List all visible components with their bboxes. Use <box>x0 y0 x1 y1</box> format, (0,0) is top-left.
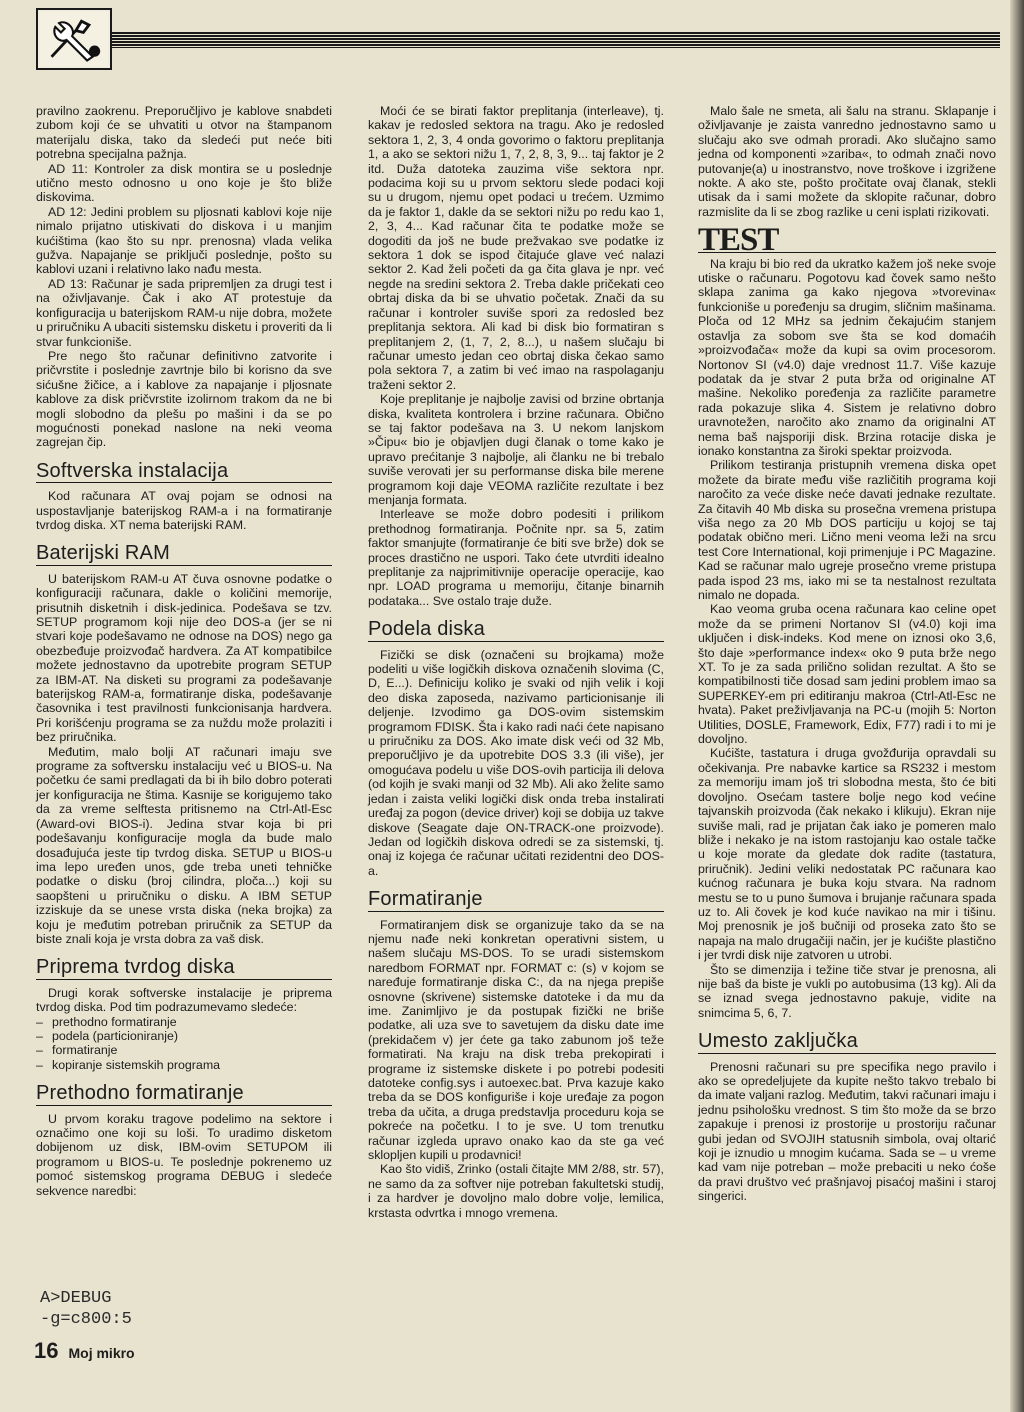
body-paragraph: AD 11: Kontroler za disk montira se u poslednje utično mesto odnosno u ono koje je što bliže diskovima. <box>36 161 332 205</box>
section-heading-podela: Podela diska <box>368 622 664 641</box>
body-paragraph: Interleave se može dobro podesiti i prilikom prethodnog formatiranja. Počnite npr. sa 5, zatim faktor smanjujte (formatiranje će biti sve brže) dok se proces drastično ne uspori. Tako ćete utvrditi idealno preplitanje za najprimitivnije operacije operacije, kao npr. LOAD programa u memoriju, čitanje binarnih podataka... Sve ostalo traje duže. <box>368 507 664 608</box>
column-middle <box>368 104 664 1220</box>
section-title-test: TEST <box>698 233 996 252</box>
body-paragraph: Kućište, tastatura i druga gvožđurija opravdali su očekivanja. Pre nabavke kartice sa RS232 i mestom za memoriju imam još tri slobodna mesta, što će biti dovoljno. Osećam tastere bolje nego kod većine tajvanskih proizvoda (čak nekako i klikuju). Ekran nije suviše mali, rad je prijatan čak iako je pomeren malo bliže i nekako je na istom rastojanju kao ostale tačke u koje morate da gledate dok radite (tastatura, priručnik). Jedini veliki nedostatak PC računara kao kućnog računara je buka koju stvara. Na radnom mestu se to u puno šumova i brujanje računara spada uz to. Ali čovek je kod kuće navikao na mir i tišinu. Moj prenosnik je još bučniji od proseka zato što se napaja na malo drugačiji način, jer je kućište plastično i jer tvrdi disk nije zatvoren u utrobi. <box>698 746 996 963</box>
section-heading-prethodno: Prethodno formatiranje <box>36 1086 332 1105</box>
body-paragraph: Kod računara AT ovaj pojam se odnosi na uspostavljanje baterijskog RAM-a i na formatiranje tvrdog diska. XT nema baterijski RAM. <box>36 489 332 532</box>
body-paragraph: Na kraju bi bio red da ukratko kažem još neke svoje utiske o računaru. Pogotovu kad čovek samo nešto sklapa zanima ga kako njegova »tvorevina« funkcioniše u poređenju sa drugim, sličnim mašinama. Ploča od 12 MHz sa jednim čekajućim stanjem ostavlja za sobom sve šta se kod domaćih »proizvođača« može da kupi sa ovim procesorom. Nortonov SI (v4.0) daje vrednost 11.7. Više kazuje podatak da je stvar 2 puta brža od originalne AT mašine. Nekoliko poređenja za različite parametre rada pokazuje slika 4. Sistem je relativno dobro uravnotežen, naročito ako znamo da originalni AT nema baš najsporiji disk. Brzina rotacije diska je ionako konstantna za široki spektar proizvoda. <box>698 256 996 458</box>
tools-logo-icon <box>36 8 112 70</box>
header-rule-bar <box>36 32 1000 48</box>
section-heading-softverska: Softverska instalacija <box>36 464 332 483</box>
body-paragraph: U prvom koraku tragove podelimo na sektore i označimo one koji su loši. To uradimo disketom dobijenom uz disk, IBM-ovim SETUPOM ili programom u BIOS-u. Te poslednje pokrenemo uz pomoć sistemskog programa DEBUG i sledeće sekvence naredbi: <box>36 1111 332 1198</box>
list-item: – podela (particioniranje) <box>36 1029 332 1043</box>
body-paragraph: Malo šale ne smeta, ali šalu na stranu. Sklapanje i oživljavanje je zaista vanredno jednostavno samo u slučaju ako sve odmah proradi. Ako slučajno samo jedna od komponenti »zariba«, to odmah znači novo putovanje(a) u inostranstvo, nove troškove i izgrižene nokte. A ako ste, pošto pročitate ovaj članak, stekli utisak da i sami možete da sklopite računar, dobro razmislite da li se zbog razlike u ceni isplati rizikovati. <box>698 104 996 219</box>
body-paragraph: AD 13: Računar je sada pripremljen za drugi test i na oživljavanje. Čak i ako AT protestuje da konfiguracija u baterijskom RAM-u nije dobra, možete u priručniku A ubaciti sistemsku disketu i proveriti da li stvar funkcioniše. <box>36 276 332 349</box>
page-footer <box>34 1338 135 1364</box>
page-binding-shadow <box>1010 0 1024 1412</box>
column-left <box>36 104 332 1198</box>
body-paragraph: Prenosni računari su pre specifika nego pravilo i ako se opredeljujete da kupite nešto takvo trebalo bi da imate valjani razlog. Međutim, takvi računari imaju i jednu psihološku vrednost. S tim što može da se brzo zapakuje i prenosi iz prostorije u prostoriju računar gubi jedan od SVOJIH statusnih simbola, ovaj oltarić koji je iznudio u mnogim kućama. Sada se – u vreme kad vam nije potreban – može prebaciti u neko ćoše da pravi društvo već prašnjavoj pisaćoj mašini i staroj singerici. <box>698 1059 996 1204</box>
body-paragraph: Moći će se birati faktor preplitanja (interleave), tj. kakav je redosled sektora na tragu. Ako je redosled sektora 1, 2, 3, 4 onda govorimo o faktoru preplitanja 1, a ako se sektori nižu 1, 7, 2, 8, 3, 9... taj faktor je 2 itd. Duža datoteka zauzima više sektora npr. podacima koji su u prvom sektoru slede podaci koji su u drugom, njemu opet podaci u trećem. Uzmimo da je faktor 1, dakle da se sektori nižu po redu kao 1, 2, 3, 4... Kad računar čita te podatke može se dogoditi da još ne bude prežvakao sve podatke iz sektora 1 dok se ispod čitajuće glave već nalazi sektor 2. Kad želi početi da ga čita glava je npr. već negde na sredini sektora 2. Treba dakle pričekati ceo obrtaj diska da bi se uhvatio početak. Znači da su računar i kontroler suviše spori za redosled bez preplitanja sektora. Ali kad bi disk bio formatiran s preplitanjem 2, (1, 7, 2, 8...), u našem slučaju bi računar umesto jedan ceo obrtaj diska čekao samo pola sektora 7, a zatim bi već imao na raspolaganju traženi sektor 2. <box>368 104 664 392</box>
body-paragraph: pravilno zaokrenu. Preporučljivo je kablove snabdeti zubom koji će se uhvatiti u otvor na štampanom materijalu diska, tako da sledeći put neće biti potrebna specijalna pažnja. <box>36 104 332 162</box>
page-number: 16 <box>34 1338 59 1363</box>
body-paragraph: Što se dimenzija i težine tiče stvar je prenosna, ali nije baš da biste je vukli po autobusima (13 kg). Ali da se iznad svega jednostavno pakuje, vidite na snimcima 5, 6, 7. <box>698 962 996 1020</box>
body-paragraph: Koje preplitanje je najbolje zavisi od brzine obrtanja diska, kvaliteta kontrolera i brzine računara. Obično se taj faktor podešava na 3. U nekom lanjskom »Čipu« bio je objavljen dugi članak o tome kako je upravo prećitanje 3 najbolje, ali članku ne bi trebalo suviše verovati jer su performanse diska bile merene programom koji daje VEOMA različite rezultate i bez menjanja formata. <box>368 392 664 507</box>
list-item: – kopiranje sistemskih programa <box>36 1058 332 1072</box>
section-heading-baterijski: Baterijski RAM <box>36 546 332 565</box>
body-paragraph: Drugi korak softverske instalacije je priprema tvrdog diska. Pod tim podrazumevamo sledeće: <box>36 985 332 1015</box>
body-paragraph: U baterijskom RAM-u AT čuva osnovne podatke o konfiguraciji računara, dakle o količini memorije, prisutnih disketnih i disk-jedinica. Podešava se tzv. SETUP programom koji nije deo DOS-a (jer se ni stvari koje podešavamo ne odnose na DOS) nego ga obezbeđuje proizvođač hardvera. Za AT kompatibilce možete jednostavno da upotrebite program SETUP za IBM-AT. Na disketi su programi za podešavanje baterijskog RAM-a, formatiranje diska, podešavanje časovnika i test pravilnosti funkcionisanja hardvera. Pri korišćenju programa se za nuždu može prolaziti i bez priručnika. <box>36 571 332 745</box>
body-paragraph: AD 12: Jedini problem su pljosnati kablovi koje nije nimalo prijatno utiskivati do diskova i u manjim kućištima (kao što su npr. prenosna) vlada velika gužva. Napajanje se priključi poslednje, pošto su kablovi uzani i relativno lako nađu mesta. <box>36 204 332 277</box>
body-paragraph: Formatiranjem disk se organizuje tako da se na njemu nađe neki konkretan operativni sistem, u našem slučaju MS-DOS. To se uradi sistemskom naredbom FORMAT npr. FORMAT c: (s) v kojom se naređuje formatiranje diska C:, da na njega prepiše osnovne (skrivene) sistemske datoteke i da mu da ime. Zanimljivo je da postupak fizički ne briše podatke, ali uza sve to savetujem da disku date ime (prekidačem v) jer ćete ga tako zabunom još teže formatirati. Na kraju na disk treba prekopirati i programe iz sistemske diskete i po potrebi podesiti datoteke config.sys i autoexec.bat. Prva kazuje kako treba da se DOS konfiguriše i koje uređaje za pogon treba da učita, a druga predstavlja proceduru koja se pokreće na početku. I to je sve. U tom trenutku računar izgleda upravo onako kao da ste ga već sklopljen kupili u prodavnici! <box>368 917 664 1163</box>
body-paragraph: Fizički se disk (označeni su brojkama) može podeliti u više logičkih diskova označenih slovima (C, D, E...). Definiciju koliko je svaki od njih velik i koji deo diska zaposeda, nazivamo particionisanje ili deljenje. Izvodimo ga DOS-ovim sistemskim programom FDISK. Šta i kako radi naći ćete napisano u priručniku za DOS. Ako imate disk veći od 32 Mb, preporučljivo je da upotrebite DOS 3.3 (ili više), jer omogućava podelu u više DOS-ovih particija ili delova (od kojih je svaki manji od 32 Mb). Ali ako želite samo jedan i zaista veliki logički disk onda treba instalirati uređaj za pogon (device driver) koji se dobija uz takve diskove (Seagate daje ON-TRACK-one proizvode). Jedan od logičkih diskova odredi se za sistemski, tj. onaj iz kojega će računar učitati rezidentni deo DOS-a. <box>368 647 664 878</box>
body-paragraph: Međutim, malo bolji AT računari imaju sve programe za softversku instalaciju već u BIOS-u. Na početku će sami predlagati da bi ih bilo dobro poterati jer konfiguracija ne štima. Kasnije se korigujemo tako da za vreme selftesta pritisnemo na Ctrl-Atl-Esc (Award-ovi BIOS-i). Jedina stvar koja bi pri podešavanju konfiguracije mogla da bude malo dosađujuća jeste tip tvrdog diska. SETUP u BIOS-u ima lepo uređen unos, gde treba uneti tehničke podatke o disku (broj cilindra, ploča...) koji su saopšteni u priručniku o disku. A IBM SETUP izziskuje da se unese vrsta diska (neka brojka) za koju je međutim potreban priručnik za SETUP da biste znali koja je vrsta dobra za vaš disk. <box>36 744 332 946</box>
preparation-steps-list <box>36 1015 332 1073</box>
body-paragraph: Pre nego što računar definitivno zatvorite i pričvrstite i poslednje zavrtnje bilo bi korisno da sve sićušne žičice, a i kablove za napajanje i pljosnate kablove za disk pričvrstite izolirnom trakom da ne bi mogli slobodno da plešu po mašini i da se po mogućnosti ponekad naslone na neki veoma zagrejan čip. <box>36 348 332 450</box>
magazine-name: Moj mikro <box>68 1345 135 1361</box>
list-item: – formatiranje <box>36 1043 332 1057</box>
list-item: – prethodno formatiranje <box>36 1015 332 1029</box>
column-right <box>698 104 996 1204</box>
section-heading-formatiranje: Formatiranje <box>368 892 664 911</box>
body-paragraph: Prilikom testiranja pristupnih vremena diska opet možete da birate među više različitih programa koji naročito za veće diske neće davati jednake rezultate. Za čitavih 40 Mb diska su prosečna vremena pristupa viša nego za 20 Mb DOS particiju u kojoj se taj podatak obično meri. Lično meni veoma leži na srcu test Core International, koji primenjuje i PC Magazine. Kad se računar malo ugreje prosečno vreme pristupa pada ispod 23 ms, iako mi se ta nestalnost rezultata nimalo ne dopada. <box>698 458 996 602</box>
code-line: -g=c800:5 <box>40 1310 132 1329</box>
section-heading-priprema: Priprema tvrdog diska <box>36 960 332 979</box>
body-paragraph: Kao što vidiš, Zrinko (ostali čitajte MM 2/88, str. 57), ne samo da za softver nije potreban fakultetski studij, i za hardver je dovoljno malo dobre volje, lemilica, krstasta odvrtka i mnogo vremena. <box>368 1162 664 1220</box>
code-line: A>DEBUG <box>40 1289 112 1308</box>
body-paragraph: Kao veoma gruba ocena računara kao celine opet može da se primeni Nortanov SI (v4.0) koji ima uključen i disk-indeks. Kod mene on iznosi oko 3,6, što daje »performance index« oko 9 puta brže nego XT. To je za sada prilično solidan rezultat. A što se kompatibilnosti tiče dosad sam jedini problem imao sa SUPERKEY-em pri editiranju makroa (Ctrl-Atl-Esc ne hvata). Paket preživljavanja na PC-u (mojih 5: Norton Utilities, DOSLE, Framework, Edix, F77) radi i to mi je dovoljno. <box>698 602 996 747</box>
debug-code-block <box>40 1288 132 1330</box>
section-heading-umesto: Umesto zaključka <box>698 1034 996 1053</box>
